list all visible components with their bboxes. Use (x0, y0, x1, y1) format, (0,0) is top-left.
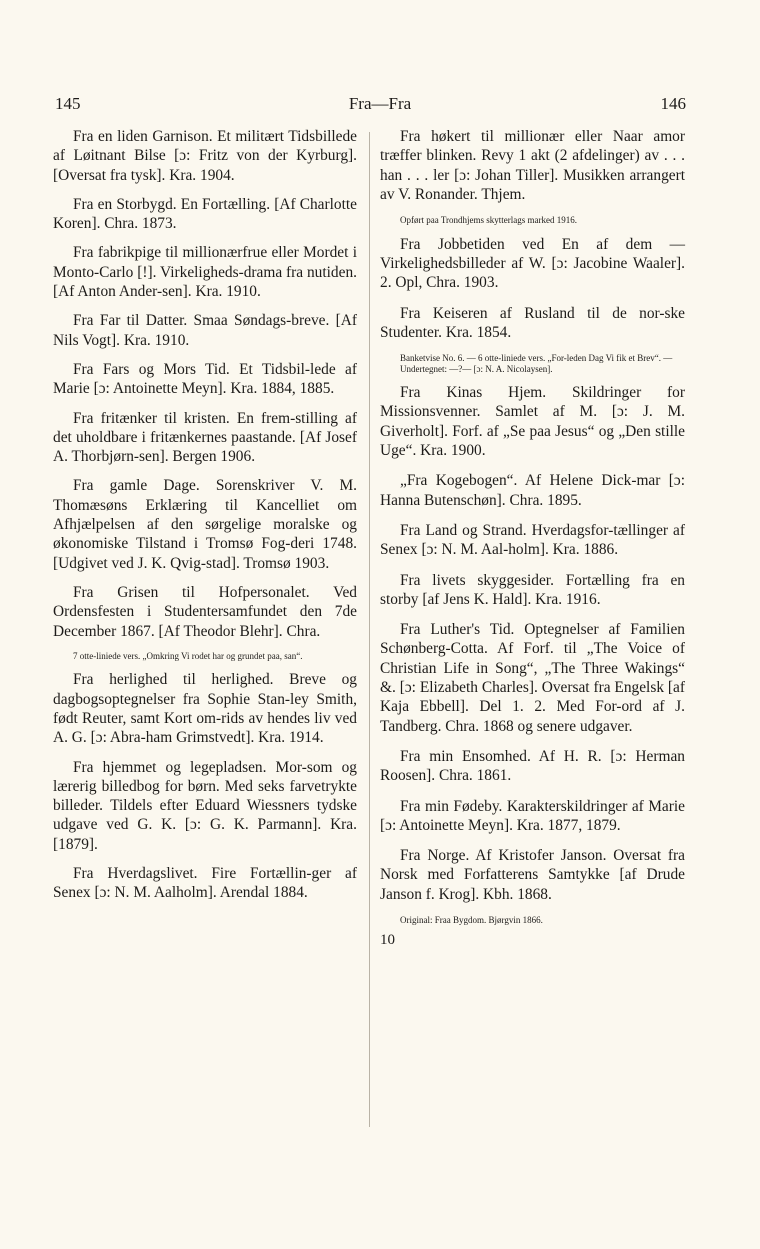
left-column (53, 127, 357, 913)
bibliography-entry: Fra Grisen til Hofpersonalet. Ved Ordensfesten i Studentersamfundet den 7de December 1867. [Af Theodor Blehr]. Chra. (53, 583, 357, 640)
bibliography-entry: Fra min Fødeby. Karakterskildringer af Marie [ɔ: Antoinette Meyn]. Kra. 1877, 1879. (380, 797, 685, 834)
entry-note: 7 otte-liniede vers. „Omkring Vi rodet har og grundet paa, san“. (73, 650, 303, 661)
bibliography-entry: Fra Land og Strand. Hverdagsfor-tællinger af Senex [ɔ: N. M. Aal-holm]. Kra. 1886. (380, 521, 685, 559)
bibliography-entry: Fra gamle Dage. Sorenskriver V. M. Thomæsøns Erklæring til Kancelliet om Afhjælpelsen af den sørgelige moralske og økonomiske Tilstand i Tromsø Fog-deri 1748. [Udgivet ved J. K. Qvig-stad]. Tromsø 1903. (53, 477, 357, 572)
bibliography-entry: Fra livets skyggesider. Fortælling fra en storby [af Jens K. Hald]. Kra. 1916. (380, 571, 685, 608)
bibliography-entry: Fra Kinas Hjem. Skildringer for Missionsvenner. Samlet af M. [ɔ: J. M. Giverholt]. Forf. af „Se paa Jesus“ og „Den stille Uge“. Kra. 1900. (380, 384, 685, 460)
bibliography-entry: Fra en liden Garnison. Et militært Tidsbillede af Løitnant Bilse [ɔ: Fritz von der Kyrburg]. [Oversat fra tysk]. Kra. 1904. (53, 128, 357, 184)
bibliography-entry: Fra Keiseren af Rusland til de nor-ske Studenter. Kra. 1854. (380, 304, 685, 341)
bibliography-entry: Fra fabrikpige til millionærfrue eller Mordet i Monto-Carlo [!]. Virkeligheds-drama fra nutiden. [Af Anton Ander-sen]. Kra. 1910. (53, 244, 357, 301)
signature-mark: 10 (380, 931, 395, 948)
bibliography-entry: Fra Fars og Mors Tid. Et Tidsbil-lede af Marie [ɔ: Antoinette Meyn]. Kra. 1884, 1885. (53, 360, 357, 398)
entry-note: Original: Fraa Bygdom. Bjørgvin 1866. (400, 915, 543, 925)
bibliography-entry: Fra hjemmet og legepladsen. Mor-som og lærerig billedbog for børn. Med seks farvetrykte billeder. Tildels efter Eduard Wiessners tydske udgave ved G. K. [ɔ: G. K. Parmann]. Kra. [1879]. (53, 758, 357, 853)
bibliography-entry: Fra en Storbygd. En Fortælling. [Af Charlotte Koren]. Chra. 1873. (53, 195, 357, 233)
bibliography-entry: Fra herlighed til herlighed. Breve og dagbogsoptegnelser fra Sophie Stan-ley Smith, født Reuter, samt Kort om-rids av hendes liv ved A. G. [ɔ: Abra-ham Grimstvedt]. Kra. 1914. (53, 671, 357, 747)
column-divider (369, 132, 370, 1127)
bibliography-entry: „Fra Kogebogen“. Af Helene Dick-mar [ɔ: Hanna Butenschøn]. Chra. 1895. (380, 472, 685, 509)
bibliography-entry: Fra Jobbetiden ved En af dem — Virkelighedsbilleder af W. [ɔ: Jacobine Waaler]. 2. Opl, Chra. 1903. (380, 235, 685, 292)
bibliography-entry: Fra Hverdagslivet. Fire Fortællin-ger af Senex [ɔ: N. M. Aalholm]. Arendal 1884. (53, 865, 357, 902)
bibliography-entry: Fra Luther's Tid. Optegnelser af Familien Schønberg-Cotta. Af Forf. til „The Voice of Christian Life in Song“, „The Three Wakings“ &. [ɔ: Elizabeth Charles]. Oversat fra Engelsk [af Kaja Ebbell]. Del 1. 2. Med For-ord af J. Tandberg. Chra. 1868 og senere udgaver. (380, 621, 685, 735)
right-page-number: 146 (660, 94, 686, 113)
right-column (380, 127, 685, 950)
bibliography-entry: Fra Far til Datter. Smaa Søndags-breve. [Af Nils Vogt]. Kra. 1910. (53, 312, 357, 349)
bibliography-entry: Fra høkert til millionær eller Naar amor træffer blinken. Revy 1 akt (2 afdelinger) av . . . han . . . ler [ɔ: Johan Tiller]. Musikken arrangert av V. Ronander. Thjem. (380, 128, 685, 203)
left-page-number: 145 (55, 94, 81, 113)
entry-note: Banketvise No. 6. — 6 otte-liniede vers. „For-leden Dag Vi fik et Brev“. — Undertegnet: —?— [ɔ: N. A. Nicolaysen]. (400, 353, 673, 374)
running-header: Fra—Fra (348, 94, 412, 113)
entry-note: Opført paa Trondhjems skytterlags marked 1916. (400, 215, 577, 226)
bibliography-entry: Fra Norge. Af Kristofer Janson. Oversat fra Norsk med Forfatterens Samtykke [af Drude Janson f. Krog]. Kbh. 1868. (380, 847, 685, 903)
bibliography-entry: Fra min Ensomhed. Af H. R. [ɔ: Herman Roosen]. Chra. 1861. (380, 747, 685, 785)
bibliography-entry: Fra fritænker til kristen. En frem-stilling af det uholdbare i fritænkernes paastande. [Af Josef A. Thorbjørn-sen]. Bergen 1906. (53, 409, 357, 466)
